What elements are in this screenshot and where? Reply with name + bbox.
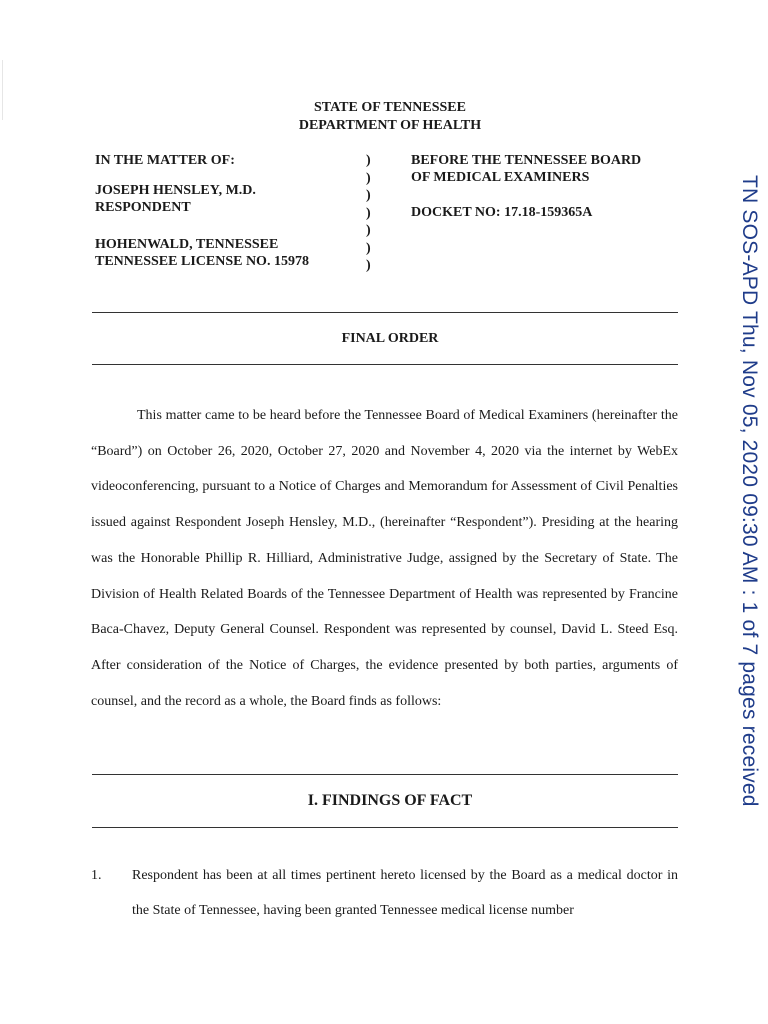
docket-number: DOCKET NO: 17.18-159365A	[411, 205, 593, 220]
paren: )	[366, 205, 371, 221]
paren: )	[366, 258, 371, 273]
paren: )	[366, 170, 371, 186]
section-heading-findings: I. FINDINGS OF FACT	[307, 792, 473, 809]
divider-line	[92, 827, 678, 828]
board-line-1: BEFORE THE TENNESSEE BOARD	[411, 153, 642, 168]
divider-line	[92, 364, 678, 365]
respondent-location: HOHENWALD, TENNESSEE	[95, 237, 279, 252]
finding-number: 1.	[91, 868, 102, 883]
respondent-license: TENNESSEE LICENSE NO. 15978	[95, 254, 309, 269]
paren: )	[366, 223, 371, 238]
divider-line	[92, 312, 678, 313]
header-state: STATE OF TENNESSEE	[314, 100, 466, 115]
respondent-label: RESPONDENT	[95, 200, 191, 215]
received-stamp: TN SOS-APD Thu, Nov 05, 2020 09:30 AM : 1 of 7 pages received	[738, 175, 761, 807]
order-title: FINAL ORDER	[341, 331, 439, 346]
respondent-name: JOSEPH HENSLEY, M.D.	[95, 183, 256, 198]
intro-paragraph: This matter came to be heard before the Tennessee Board of Medical Examiners (hereinafter the “Board”) on October 26, 2020, October 27, 2020 and November 4, 2020 via the internet by WebEx videoconferencing, pursuant to a Notice of Charges and Memorandum for Assessment of Civil Penalties issued against Respondent Joseph Hensley, M.D., (hereinafter “Respondent”). Presiding at the hearing was the Honorable Phillip R. Hilliard, Administrative Judge, assigned by the Secretary of State. The Division of Health Related Boards of the Tennessee Department of Health was represented by Francine Baca-Chavez, Deputy General Counsel. Respondent was represented by counsel, David L. Steed Esq. After consideration of the Notice of Charges, the evidence presented by both parties, arguments of counsel, and the record as a whole, the Board finds as follows:	[91, 408, 678, 709]
paren: )	[366, 153, 371, 168]
caption-left-block	[95, 152, 309, 270]
board-line-2: OF MEDICAL EXAMINERS	[411, 170, 590, 185]
finding-text: Respondent has been at all times pertinent hereto licensed by the Board as a medical doctor in the State of Tennessee, having been granted Tennessee medical license number	[132, 868, 678, 918]
divider-line	[92, 774, 678, 775]
matter-label: IN THE MATTER OF:	[95, 153, 235, 168]
caption-parens	[366, 152, 371, 275]
caption-right-block	[411, 152, 641, 221]
intro-paragraph-block	[91, 398, 678, 719]
header-department: DEPARTMENT OF HEALTH	[298, 118, 482, 133]
paren: )	[366, 240, 371, 256]
finding-item	[91, 858, 678, 928]
paren: )	[366, 188, 371, 203]
